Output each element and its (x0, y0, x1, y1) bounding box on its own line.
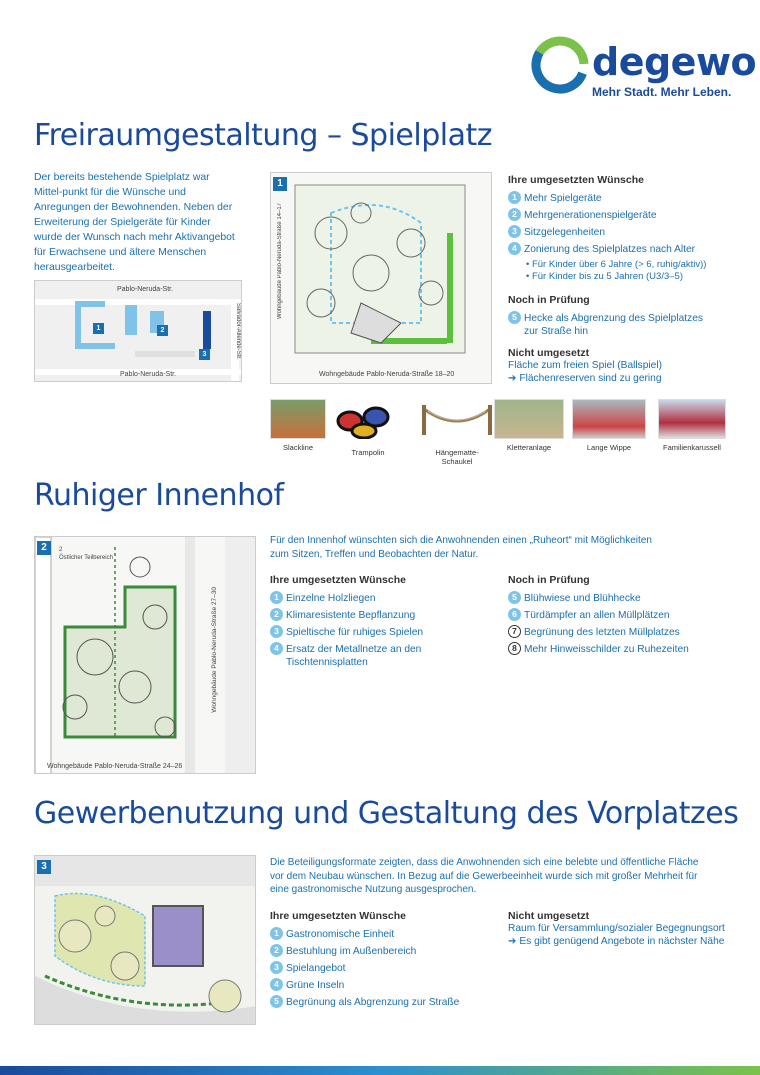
list-item (270, 643, 440, 669)
sub-point: • Für Kinder bis zu 5 Jahren (U3/3–5) (526, 271, 683, 282)
not-line: ➔ Flächenreserven sind zu gering (508, 373, 662, 384)
list-item-label: Bestuhlung im Außenbereich (286, 946, 417, 957)
section3-intro: Die Beteiligungsformate zeigten, dass die Anwohnenden sich eine belebte und öffentliche Fläche vor dem Neubau wünschen. In Bezug auf die Gewerbeeinheit wurde sich mit großer Mehrheit für eine gastronomische Nutzung ausgesprochen. (270, 857, 699, 895)
plan2-label-2: Östlicher Teilbereich (59, 555, 113, 561)
not-heading: Nicht umgesetzt (508, 910, 590, 922)
list-item-label: Begrünung des letzten Müllplatzes (524, 627, 680, 638)
number-marker: 2 (508, 208, 521, 221)
list-item-label: Zonierung des Spielplatzes nach Alter (524, 244, 696, 255)
not-line: Raum für Versammlung/sozialer Begegnungsort (508, 923, 725, 934)
list-item (508, 626, 738, 639)
number-marker: 2 (270, 608, 283, 621)
section3-not (508, 910, 738, 948)
photo-familienkarussell (658, 399, 726, 452)
list-item (270, 592, 485, 605)
site-marker-2: 2 (157, 325, 168, 336)
list-item (270, 609, 485, 622)
list-item-label: Ersatz der Metallnetze an den Tischtennisplatten (286, 644, 422, 668)
brand-name: degewo (592, 40, 757, 84)
site-marker-1: 1 (93, 323, 104, 334)
list-item-label: Spielangebot (286, 963, 346, 974)
number-marker: 5 (508, 311, 521, 324)
number-marker: 8 (508, 642, 521, 655)
review-list (508, 312, 708, 338)
list-item-label: Klimaresistente Bepflanzung (286, 610, 416, 621)
plan2-label-1: 2 (59, 547, 63, 553)
list-item-label: Mehrgenerationenspielgeräte (524, 210, 657, 221)
implemented-heading: Ihre umgesetzten Wünsche (508, 174, 644, 186)
photo-caption: Familienkarussell (663, 443, 721, 452)
vorplatz-plan-drawing (35, 856, 256, 1025)
list-item-label: Türdämpfer an allen Müllplätzen (524, 610, 670, 621)
photo-caption: Trampolin (351, 448, 385, 457)
number-marker: 4 (270, 642, 283, 655)
number-marker: 6 (508, 608, 521, 621)
list-item (508, 609, 738, 622)
list-item (270, 979, 490, 992)
implemented-heading: Ihre umgesetzten Wünsche (270, 910, 406, 922)
implemented-heading: Ihre umgesetzten Wünsche (270, 574, 406, 586)
sub-point: • Für Kinder über 6 Jahre (> 6, ruhig/aktiv)) (526, 259, 707, 270)
list-item-label: Blühwiese und Blühhecke (524, 593, 641, 604)
implemented-list (270, 928, 490, 1009)
innenhof-plan-drawing (35, 537, 256, 774)
not-line: Fläche zum freien Spiel (Ballspiel) (508, 360, 663, 371)
section2-review (508, 574, 738, 659)
photo-strip (270, 399, 726, 466)
number-marker: 3 (508, 225, 521, 238)
plan-badge-1: 1 (273, 177, 287, 191)
number-marker: 5 (508, 591, 521, 604)
list-item (508, 592, 738, 605)
number-marker: 7 (508, 625, 521, 638)
photo-trampolin (334, 399, 402, 457)
list-item (270, 928, 490, 941)
list-item (508, 643, 738, 656)
number-marker: 1 (508, 191, 521, 204)
list-item (508, 243, 738, 256)
photo-caption: Hängematte-Schaukel (435, 448, 479, 466)
plan1-street-bottom: Wohngebäude Pablo-Neruda-Straße 18–20 (319, 371, 455, 378)
list-item (508, 192, 738, 205)
site-street-side: Salvador-Allende-Str. (235, 303, 241, 360)
site-map-drawing (35, 281, 242, 382)
list-item (508, 226, 738, 239)
number-marker: 4 (508, 242, 521, 255)
section1-wishes (508, 174, 738, 385)
list-item (270, 962, 490, 975)
number-marker: 1 (270, 927, 283, 940)
innenhof-plan (34, 536, 256, 774)
list-item (270, 996, 490, 1009)
section2-intro: Für den Innenhof wünschten sich die Anwohnenden einen „Ruheort“ mit Möglichkeiten zum Sitzen, Treffen und Beobachten der Natur. (270, 535, 652, 560)
site-marker-3: 3 (199, 349, 210, 360)
number-marker: 3 (270, 625, 283, 638)
list-item (270, 626, 485, 639)
list-item-label: Spieltische für ruhiges Spielen (286, 627, 424, 638)
photo-lange-wippe (572, 399, 646, 452)
list-item-label: Grüne Inseln (286, 980, 345, 991)
implemented-list (270, 592, 485, 669)
brand-tagline: Mehr Stadt. Mehr Leben. (592, 85, 732, 99)
list-item-label: Begrünung als Abgrenzung zur Straße (286, 997, 460, 1008)
review-heading: Noch in Prüfung (508, 574, 590, 586)
number-marker: 5 (270, 995, 283, 1008)
section1-title: Freiraumgestaltung – Spielplatz (34, 118, 492, 153)
list-item (508, 209, 738, 222)
site-street-top: Pablo-Neruda-Str. (117, 286, 174, 293)
section3-implemented (270, 910, 490, 1012)
list-item-label: Einzelne Holzliegen (286, 593, 376, 604)
list-item (270, 945, 490, 958)
not-line: ➔ Es gibt genügend Angebote in nächster Nähe (508, 936, 725, 947)
not-heading: Nicht umgesetzt (508, 347, 590, 359)
review-list (508, 592, 738, 656)
playground-plan-drawing (271, 173, 492, 384)
plan-badge-2: 2 (37, 541, 51, 555)
section3-title: Gewerbenutzung und Gestaltung des Vorplatzes (34, 796, 739, 831)
site-map (34, 280, 242, 382)
footer-gradient-bar (0, 1066, 760, 1075)
list-item (508, 312, 708, 338)
list-item-label: Mehr Hinweisschilder zu Ruhezeiten (524, 644, 689, 655)
list-item-label: Sitzgelegenheiten (524, 227, 605, 238)
list-item-label: Hecke als Abgrenzung des Spielplatzes zur Straße hin (524, 313, 703, 337)
number-marker: 4 (270, 978, 283, 991)
plan-badge-3: 3 (37, 860, 51, 874)
number-marker: 1 (270, 591, 283, 604)
photo-haengematte (420, 399, 494, 466)
playground-plan (270, 172, 492, 384)
photo-slackline (270, 399, 326, 452)
review-heading: Noch in Prüfung (508, 294, 590, 306)
section2-implemented (270, 574, 485, 672)
number-marker: 2 (270, 944, 283, 957)
site-street-bottom: Pablo-Neruda-Str. (120, 371, 177, 378)
photo-caption: Slackline (282, 443, 313, 452)
list-item-label: Gastronomische Einheit (286, 929, 395, 940)
photo-caption: Lange Wippe (586, 443, 632, 452)
implemented-list (508, 192, 738, 256)
photo-kletteranlage (494, 399, 564, 452)
section2-title: Ruhiger Innenhof (34, 478, 284, 513)
vorplatz-plan (34, 855, 256, 1025)
plan2-street-bottom: Wohngebäude Pablo-Neruda-Straße 24–26 (47, 763, 183, 770)
plan2-street-side: Wohngebäude Pablo-Neruda-Straße 27–30 (211, 587, 218, 713)
plan1-street-side: Wohngebäude Pablo-Neruda-Straße 14–17 (277, 203, 283, 319)
section1-intro: Der bereits bestehende Spielplatz war Mittel-punkt für die Wünsche und Anregungen der Bewohnenden. Neben der Erweiterung der Spielgeräte für Kinder wurde der Wunsch nach mehr Aktivangebot für Erwachsene und ältere Menschen herausgearbeitet. (34, 172, 235, 273)
photo-caption: Kletteranlage (506, 443, 552, 452)
list-item-label: Mehr Spielgeräte (524, 193, 602, 204)
number-marker: 3 (270, 961, 283, 974)
